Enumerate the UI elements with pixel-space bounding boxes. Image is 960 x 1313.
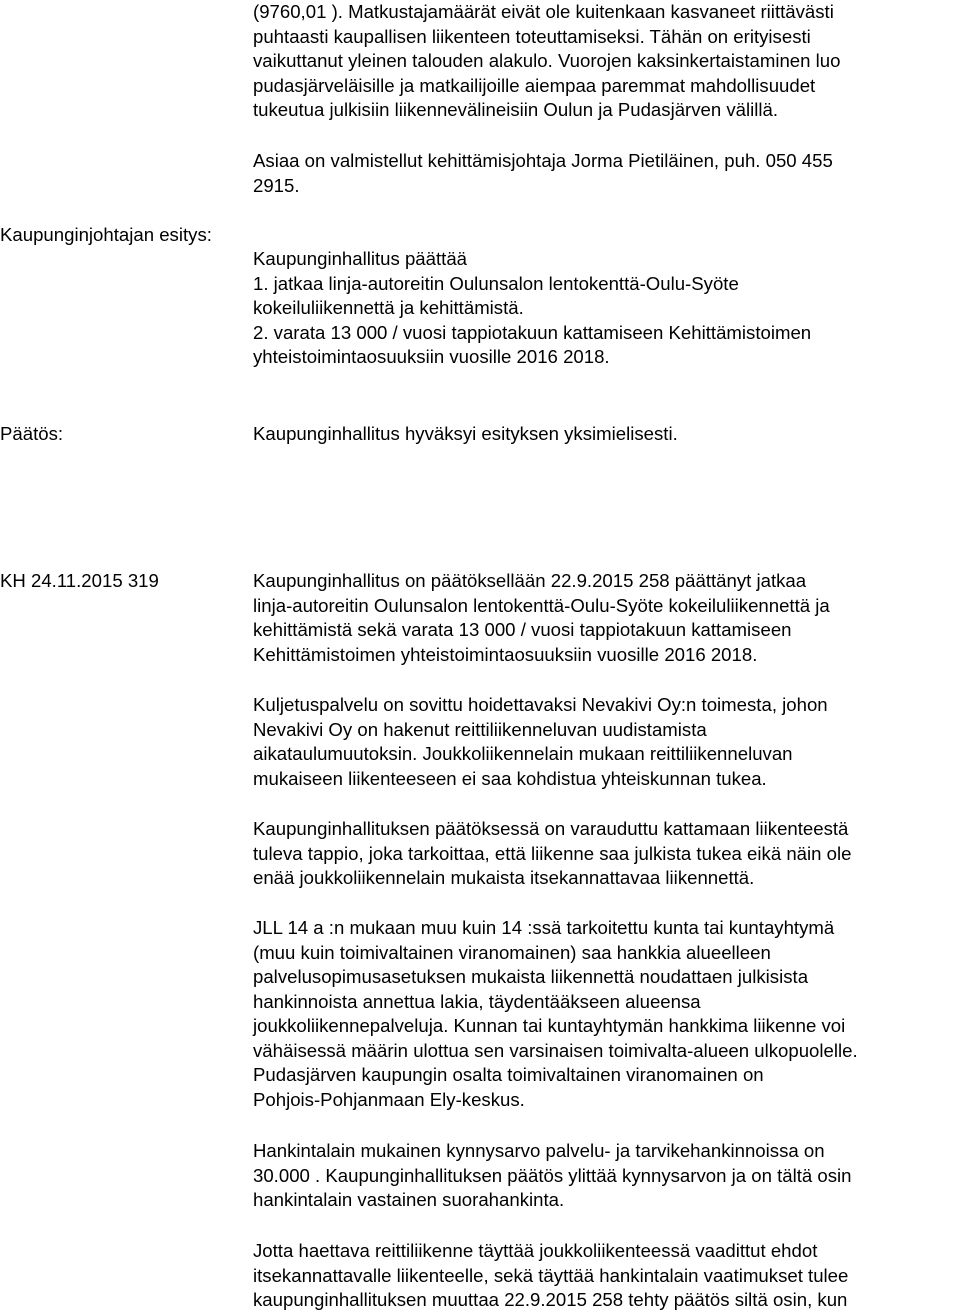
text-line: Asiaa on valmistellut kehittämisjohtaja Jorma Pietiläinen, puh. 050 455	[253, 150, 833, 171]
text-line: palvelusopimusasetuksen mukaista liikennettä noudattaen julkisista	[253, 966, 809, 987]
text-line: yhteistoimintaosuuksiin vuosille 2016 2018.	[253, 346, 610, 367]
text-line: vähäisessä määrin ulottua sen varsinaisen toimivalta-alueen ulkopuolelle.	[253, 1039, 858, 1061]
text-line: hankintalain vastainen suorahankinta.	[253, 1189, 565, 1210]
text-line: Pudasjärven kaupungin osalta toimivaltainen viranomainen on	[253, 1064, 764, 1085]
text-line: puhtaasti kaupallisen liikenteen toteuttamiseksi. Tähän on erityisesti	[253, 25, 811, 47]
text-line: kokeiluliikennettä ja kehittämistä.	[253, 297, 524, 318]
text-line: 2. varata 13 000 / vuosi tappiotakuun kattamiseen Kehittämistoimen	[253, 321, 812, 343]
kh-paragraph-5	[253, 1139, 953, 1213]
kh-paragraph-3	[253, 817, 953, 891]
kh-paragraph-4	[253, 916, 953, 1112]
text-line: itsekannattavalle liikenteelle, sekä täyttää hankintalain vaatimukset tulee	[253, 1264, 849, 1286]
text-line: Pohjois-Pohjanmaan Ely-keskus.	[253, 1088, 525, 1110]
text-line: mukaiseen liikenteeseen ei saa kohdistua yhteiskunnan tukea.	[253, 767, 767, 789]
text-line: linja-autoreitin Oulunsalon lentokenttä-Oulu-Syöte kokeiluliikennettä ja	[253, 594, 830, 616]
text-line: enää joukkoliikennelain mukaista itsekannattavaa liikennettä.	[253, 867, 755, 888]
text-line: aikataulumuutoksin. Joukkoliikennelain mukaan reittiliikenneluvan	[253, 743, 793, 764]
text-line: JLL 14 a :n mukaan muu kuin 14 :ssä tarkoitettu kunta tai kuntayhtymä	[253, 917, 835, 938]
kh-paragraph-1	[253, 569, 953, 667]
text-line: kehittämistä sekä varata 13 000 / vuosi tappiotakuun kattamiseen	[253, 619, 792, 640]
text-line: hankinnoista annettua lakia, täydentääkseen alueensa	[253, 990, 701, 1012]
decision-text: Kaupunginhallitus hyväksyi esityksen yksimielisesti.	[253, 423, 678, 444]
text-line: joukkoliikennepalveluja. Kunnan tai kuntayhtymän hankkima liikenne voi	[253, 1015, 846, 1036]
text-line: Kaupunginhallitus päättää	[253, 248, 468, 269]
text-line: tukeutua julkisiin liikennevälineisiin Oulun ja Pudasjärven välillä.	[253, 99, 779, 120]
text-line: Kaupunginhallituksen päätöksessä on varauduttu kattamaan liikenteestä	[253, 818, 849, 839]
text-line: (9760,01 ). Matkustajamäärät eivät ole kuitenkaan kasvaneet riittävästi	[253, 1, 834, 22]
text-line: vaikuttanut yleinen talouden alakulo. Vuorojen kaksinkertaistaminen luo	[253, 50, 841, 71]
text-line: tuleva tappio, joka tarkoittaa, että liikenne saa julkista tukea eikä näin ole	[253, 842, 852, 864]
kh-label: KH 24.11.2015 319	[0, 570, 159, 591]
decision-label: Päätös:	[0, 423, 64, 444]
intro-paragraph	[253, 0, 953, 123]
text-line: 2915.	[253, 174, 300, 196]
text-line: Kehittämistoimen yhteistoimintaosuuksiin vuosille 2016 2018.	[253, 643, 758, 665]
proposal-body	[253, 247, 953, 370]
text-line: Kuljetuspalvelu on sovittu hoidettavaksi Nevakivi Oy:n toimesta, johon	[253, 694, 828, 715]
text-line: Nevakivi Oy on hakenut reittiliikenneluvan uudistamista	[253, 718, 707, 740]
kh-paragraph-6	[253, 1239, 953, 1313]
contact-paragraph	[253, 149, 953, 198]
text-line: 30.000 . Kaupunginhallituksen päätös ylittää kynnysarvon ja on tältä osin	[253, 1164, 852, 1186]
text-line: Kaupunginhallitus on päätöksellään 22.9.2015 258 päättänyt jatkaa	[253, 570, 807, 591]
proposal-label: Kaupunginjohtajan esitys:	[0, 224, 212, 245]
text-line: (muu kuin toimivaltainen viranomainen) saa hankkia alueelleen	[253, 941, 771, 963]
text-line: Jotta haettava reittiliikenne täyttää joukkoliikenteessä vaadittut ehdot	[253, 1240, 818, 1261]
kh-paragraph-2	[253, 693, 953, 791]
text-line: 1. jatkaa linja-autoreitin Oulunsalon lentokenttä-Oulu-Syöte	[253, 272, 739, 294]
text-line: pudasjärveläisille ja matkailijoille aiempaa paremmat mahdollisuudet	[253, 74, 816, 96]
text-line: kaupunginhallituksen muuttaa 22.9.2015 258 tehty päätös siltä osin, kun	[253, 1289, 848, 1310]
text-line: Hankintalain mukainen kynnysarvo palvelu- ja tarvikehankinnoissa on	[253, 1140, 825, 1161]
